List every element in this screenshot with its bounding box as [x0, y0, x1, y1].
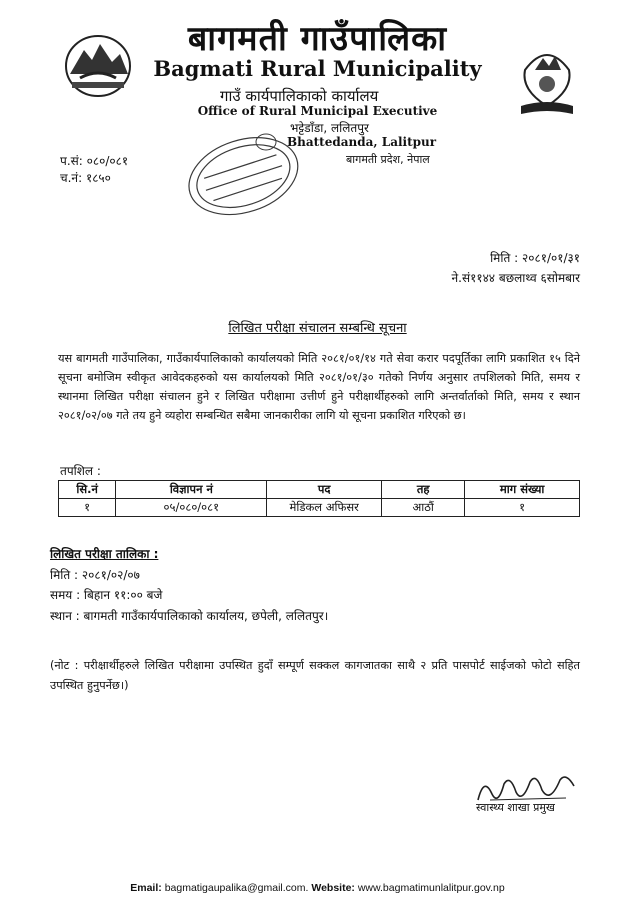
- column-header: सि.नं: [59, 481, 116, 499]
- address-en: Bhattedanda, Lalitpur: [287, 135, 437, 149]
- notice-title: लिखित परीक्षा संचालन सम्बन्धि सूचना: [228, 321, 407, 336]
- details-label: तपशिल :: [60, 464, 101, 478]
- column-header: विज्ञापन नं: [116, 481, 267, 499]
- schedule-time: समय : बिहान ११:०० बजे: [50, 588, 163, 602]
- fiscal-year-ref: प.सं: ०८०/०८१: [60, 154, 129, 168]
- municipality-name-np: बागमती गाउँपालिका: [187, 19, 448, 59]
- column-header: माग संख्या: [465, 481, 580, 499]
- table-header-row: [59, 481, 580, 499]
- footer-contact: [0, 882, 635, 894]
- schedule-date: मिति : २०८१/०२/०७: [50, 568, 140, 582]
- province-np: बागमती प्रदेश, नेपाल: [346, 153, 430, 166]
- email-address[interactable]: bagmatigaupalika@gmail.com.: [164, 882, 309, 894]
- website-label: Website:: [311, 882, 355, 894]
- schedule-venue: स्थान : बागमती गाउँकार्यपालिकाको कार्यालय, छपेली, ललितपुर।: [50, 609, 329, 623]
- address-np: भट्टेडाँडा, ललितपुर: [290, 121, 369, 135]
- column-header: पद: [267, 481, 382, 499]
- table-cell: आठौं: [381, 499, 464, 517]
- details-table: [58, 480, 580, 517]
- email-label: Email:: [130, 882, 162, 894]
- note-text: (नोट : परीक्षार्थीहरुले लिखित परीक्षामा उपस्थित हुदाँ सम्पूर्ण सक्कल कागजातका साथै २ प्रति पासपोर्ट साईजको फोटो सहित उपस्थित हुनुपर्नेछ।): [50, 659, 580, 692]
- table-cell: १: [465, 499, 580, 517]
- notice-body: यस बागमती गाउँपालिका, गाउँकार्यपालिकाको कार्यालयको मिति २०८१/०१/१४ गते सेवा करार पदपूर्तिका लागि प्रकाशित १५ दिने सूचना बमोजिम स्वीकृत आवेदकहरुको यस कार्यालयको मिति २०८१/०१/३० गतेको निर्णय अनुसार तपशिलको मिति, समय र स्थानमा लिखित परीक्षा संचालन हुने र लिखित परीक्षामा उत्तीर्ण हुने परीक्षार्थीहरुको लागि अन्तर्वार्ताको मिति, समय र स्थान २०८१/०२/०७ गते तय हुने व्यहोरा सम्बन्धित सबैमा जानकारीका लागि यो सूचना प्रकाशित गरिएको छ।: [58, 352, 580, 422]
- office-stamp: [184, 128, 304, 226]
- column-header: तह: [381, 481, 464, 499]
- document-date: मिति : २०८१/०१/३१: [490, 251, 580, 265]
- nepal-sambat-date: ने.सं११४४ बछलाथ्व ६सोमबार: [451, 271, 580, 285]
- signatory-title: स्वास्थ्य शाखा प्रमुख: [476, 801, 555, 814]
- schedule-title: लिखित परीक्षा तालिका :: [50, 547, 159, 561]
- office-name-en: Office of Rural Municipal Executive: [197, 104, 438, 118]
- table-row: [59, 499, 580, 517]
- office-name-np: गाउँ कार्यपालिकाको कार्यालय: [220, 87, 379, 105]
- dispatch-number: च.नं: १८५०: [60, 171, 111, 185]
- table-cell: ०५/०८०/०८१: [116, 499, 267, 517]
- table-cell: मेडिकल अफिसर: [267, 499, 382, 517]
- website-link[interactable]: www.bagmatimunlalitpur.gov.np: [357, 882, 505, 894]
- table-cell: १: [59, 499, 116, 517]
- municipality-name-en: Bagmati Rural Municipality: [153, 56, 482, 81]
